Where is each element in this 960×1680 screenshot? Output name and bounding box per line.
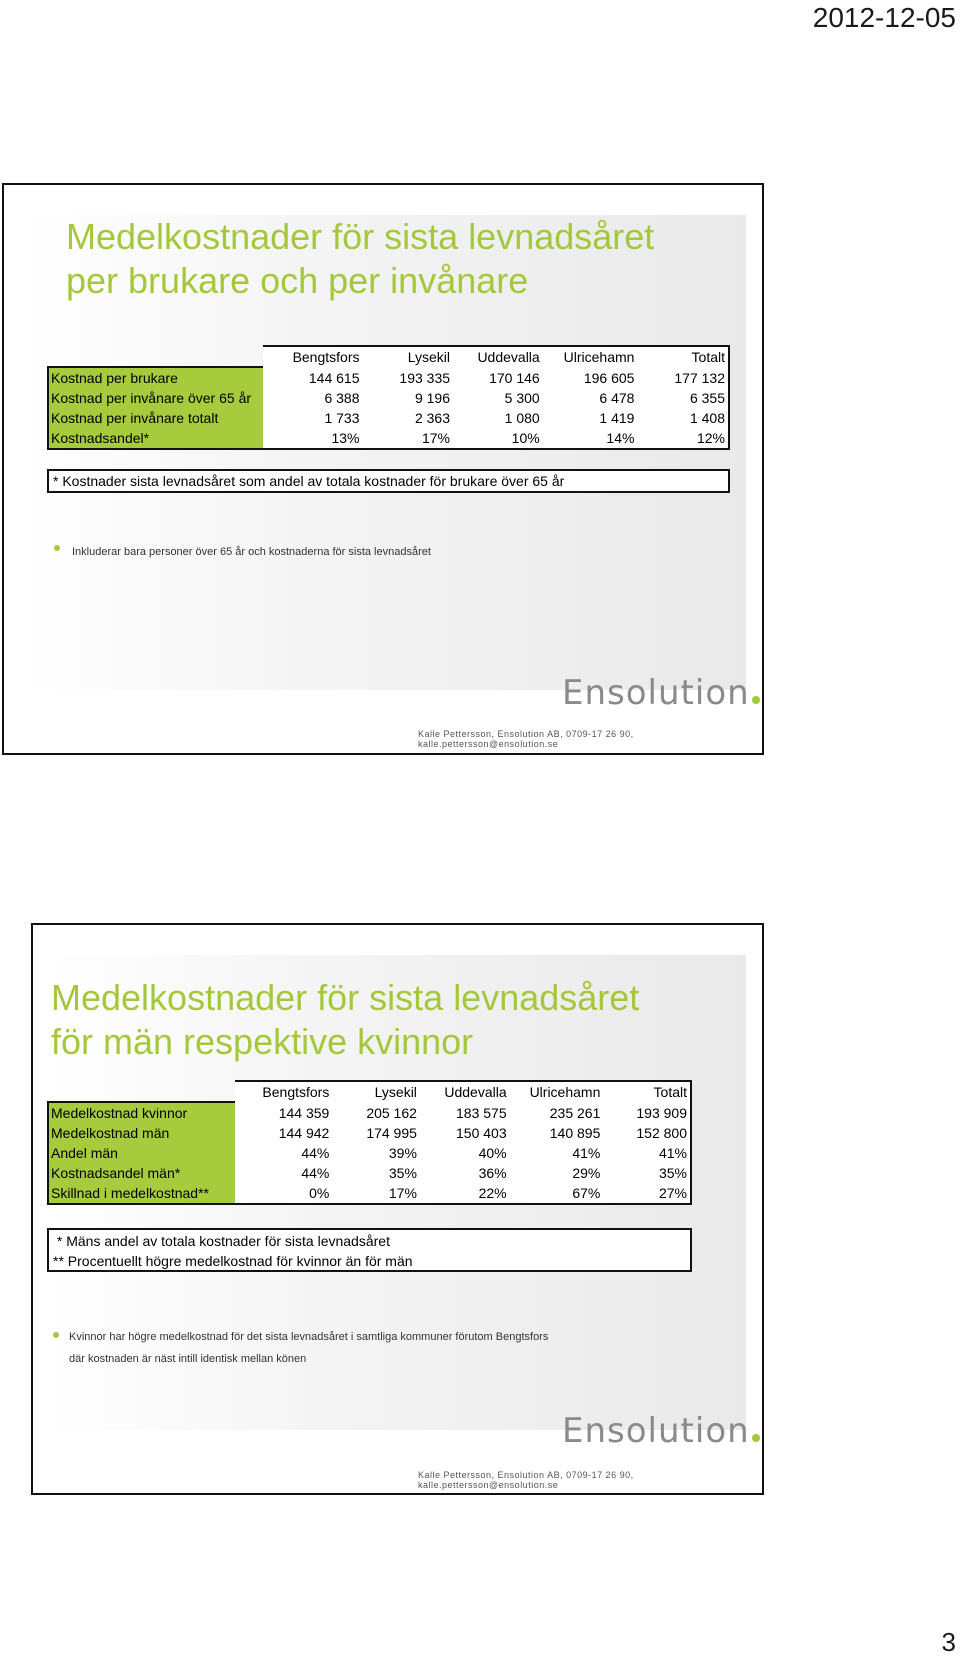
footnote-box <box>47 469 730 493</box>
bullet-line-1: Kvinnor har högre medelkostnad för det sista levnadsåret i samtliga kommuner förutom Bengtsfors <box>69 1331 549 1343</box>
row-label: Skillnad i medelkostnad** <box>48 1183 235 1204</box>
row-label: Kostnadsandel* <box>48 428 263 449</box>
table-cell: 12% <box>637 428 729 449</box>
table-row <box>48 408 729 428</box>
contact-line: Kalle Pettersson, Ensolution AB, 0709-17 26 90, kalle.pettersson@ensolution.se <box>418 1470 634 1490</box>
table-row <box>48 1143 691 1163</box>
ensolution-logo <box>562 1411 760 1451</box>
table-cell: 235 261 <box>510 1102 604 1123</box>
table-row <box>48 367 729 388</box>
footnote-line-1: * Mäns andel av totala kostnader för sista levnadsåret <box>53 1233 390 1249</box>
page-number: 3 <box>941 1627 956 1657</box>
logo-text: Ensolution <box>562 673 750 713</box>
table-cell: 22% <box>420 1183 510 1204</box>
table-cell: 35% <box>332 1163 420 1183</box>
table-cell: 150 403 <box>420 1123 510 1143</box>
table-cell: 40% <box>420 1143 510 1163</box>
slide-2 <box>31 923 764 1495</box>
column-header: Bengtsfors <box>263 346 363 367</box>
table-cell: 6 478 <box>543 388 638 408</box>
column-header: Uddevalla <box>420 1081 510 1102</box>
bullet-icon <box>53 1332 59 1338</box>
column-header: Lysekil <box>363 346 454 367</box>
table-cell: 10% <box>453 428 543 449</box>
table-cell: 13% <box>263 428 363 449</box>
footnote-line-2: ** Procentuellt högre medelkostnad för kvinnor än för män <box>53 1253 413 1269</box>
table-cell: 1 080 <box>453 408 543 428</box>
logo-dot-icon <box>752 1434 760 1442</box>
row-label: Kostnad per brukare <box>48 367 263 388</box>
bullet-text <box>69 1326 709 1370</box>
table-cell: 44% <box>235 1143 333 1163</box>
bullet-text: Inkluderar bara personer över 65 år och kostnaderna för sista levnadsåret <box>72 546 431 558</box>
table-cell: 205 162 <box>332 1102 420 1123</box>
slide-title <box>51 976 639 1064</box>
table-cell: 1 408 <box>637 408 729 428</box>
table-cell: 170 146 <box>453 367 543 388</box>
table-cell: 41% <box>603 1143 691 1163</box>
table-row <box>48 1102 691 1123</box>
table-cell: 2 363 <box>363 408 454 428</box>
table-row <box>48 428 729 449</box>
table-cell: 152 800 <box>603 1123 691 1143</box>
table-cell: 6 355 <box>637 388 729 408</box>
column-header: Ulricehamn <box>543 346 638 367</box>
table-cell: 0% <box>235 1183 333 1204</box>
table-cell: 144 615 <box>263 367 363 388</box>
table-cell: 9 196 <box>363 388 454 408</box>
column-header: Uddevalla <box>453 346 543 367</box>
table-cell: 144 942 <box>235 1123 333 1143</box>
table-cell: 1 419 <box>543 408 638 428</box>
footnote-box <box>47 1228 692 1272</box>
row-label: Kostnad per invånare totalt <box>48 408 263 428</box>
table-cell: 27% <box>603 1183 691 1204</box>
table-row <box>48 1183 691 1204</box>
title-line-1: Medelkostnader för sista levnadsåret <box>66 216 655 257</box>
table-row <box>48 1163 691 1183</box>
table-cell: 41% <box>510 1143 604 1163</box>
ensolution-logo <box>562 673 760 713</box>
slide-1 <box>2 183 764 755</box>
table-cell: 6 388 <box>263 388 363 408</box>
row-label: Kostnad per invånare över 65 år <box>48 388 263 408</box>
bullet-line-2: där kostnaden är näst intill identisk mellan könen <box>69 1353 307 1365</box>
column-header: Ulricehamn <box>510 1081 604 1102</box>
table-cell: 35% <box>603 1163 691 1183</box>
table-header-row <box>48 1081 691 1102</box>
table-cell: 36% <box>420 1163 510 1183</box>
table-corner <box>48 346 263 367</box>
row-label: Medelkostnad kvinnor <box>48 1102 235 1123</box>
table-cell: 39% <box>332 1143 420 1163</box>
table-cell: 67% <box>510 1183 604 1204</box>
footnote-text: * Kostnader sista levnadsåret som andel av totala kostnader för brukare över 65 år <box>53 473 565 489</box>
title-line-2: per brukare och per invånare <box>66 260 529 301</box>
table-cell: 140 895 <box>510 1123 604 1143</box>
title-line-1: Medelkostnader för sista levnadsåret <box>51 977 640 1018</box>
table-header-row <box>48 346 729 367</box>
table-cell: 177 132 <box>637 367 729 388</box>
page-date: 2012-12-05 <box>812 2 956 33</box>
column-header: Totalt <box>603 1081 691 1102</box>
cost-table <box>47 345 730 450</box>
table-cell: 183 575 <box>420 1102 510 1123</box>
bullet-icon <box>54 545 60 551</box>
row-label: Medelkostnad män <box>48 1123 235 1143</box>
table-cell: 17% <box>332 1183 420 1204</box>
slide-title <box>66 215 654 303</box>
table-cell: 144 359 <box>235 1102 333 1123</box>
row-label: Kostnadsandel män* <box>48 1163 235 1183</box>
table-corner <box>48 1081 235 1102</box>
contact-line: Kalle Pettersson, Ensolution AB, 0709-17 26 90, kalle.pettersson@ensolution.se <box>418 729 634 749</box>
table-cell: 196 605 <box>543 367 638 388</box>
column-header: Lysekil <box>332 1081 420 1102</box>
logo-text: Ensolution <box>562 1411 750 1451</box>
column-header: Bengtsfors <box>235 1081 333 1102</box>
table-cell: 174 995 <box>332 1123 420 1143</box>
logo-dot-icon <box>752 696 760 704</box>
table-cell: 1 733 <box>263 408 363 428</box>
table-cell: 29% <box>510 1163 604 1183</box>
table-row <box>48 1123 691 1143</box>
title-line-2: för män respektive kvinnor <box>51 1021 474 1062</box>
table-cell: 14% <box>543 428 638 449</box>
table-cell: 5 300 <box>453 388 543 408</box>
table-cell: 193 335 <box>363 367 454 388</box>
table-cell: 17% <box>363 428 454 449</box>
table-row <box>48 388 729 408</box>
table-cell: 44% <box>235 1163 333 1183</box>
gender-cost-table <box>47 1080 692 1205</box>
table-cell: 193 909 <box>603 1102 691 1123</box>
row-label: Andel män <box>48 1143 235 1163</box>
column-header: Totalt <box>637 346 729 367</box>
